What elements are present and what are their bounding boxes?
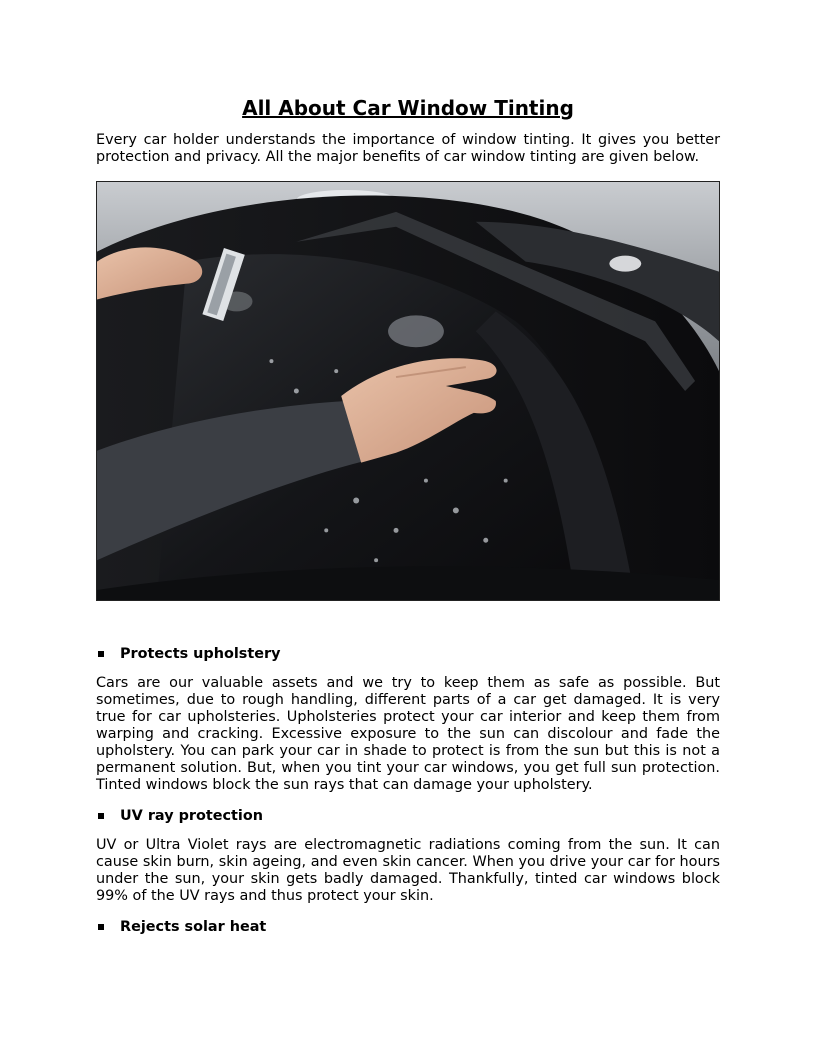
intro-paragraph: Every car holder understands the importance of window tinting. It gives you better protection and privacy. All the major benefits of car window tinting are given below. <box>96 132 720 165</box>
square-bullet-icon <box>98 651 104 657</box>
section-body-uv-ray-protection: UV or Ultra Violet rays are electromagnetic radiations coming from the sun. It can cause skin burn, skin ageing, and even skin cancer. When you drive your car for hours under the sun, your skin gets badly damaged. Thankfully, tinted car windows block 99% of the UV rays and thus protect your skin. <box>96 837 720 904</box>
photo-illustration <box>97 182 719 600</box>
section-heading-protects-upholstery <box>96 645 720 663</box>
section-heading-label: Protects upholstery <box>120 646 281 662</box>
square-bullet-icon <box>98 813 104 819</box>
document-page <box>96 94 720 936</box>
section-body-protects-upholstery: Cars are our valuable assets and we try to keep them as safe as possible. But sometimes, due to rough handling, different parts of a car get damaged. It is very true for car upholsteries. Upholsteries protect your car interior and keep them from warping and cracking. Excessive exposure to the sun can discolour and fade the upholstery. You can park your car in shade to protect is from the sun but this is not a permanent solution. But, when you tint your car windows, you get full sun protection. Tinted windows block the sun rays that can damage your upholstery. <box>96 675 720 793</box>
section-heading-uv-ray-protection <box>96 807 720 825</box>
square-bullet-icon <box>98 924 104 930</box>
section-heading-rejects-solar-heat <box>96 918 720 936</box>
section-heading-label: UV ray protection <box>120 808 263 824</box>
page-title: All About Car Window Tinting <box>242 96 574 120</box>
section-heading-label: Rejects solar heat <box>120 919 267 935</box>
car-window-tinting-photo <box>96 181 720 601</box>
